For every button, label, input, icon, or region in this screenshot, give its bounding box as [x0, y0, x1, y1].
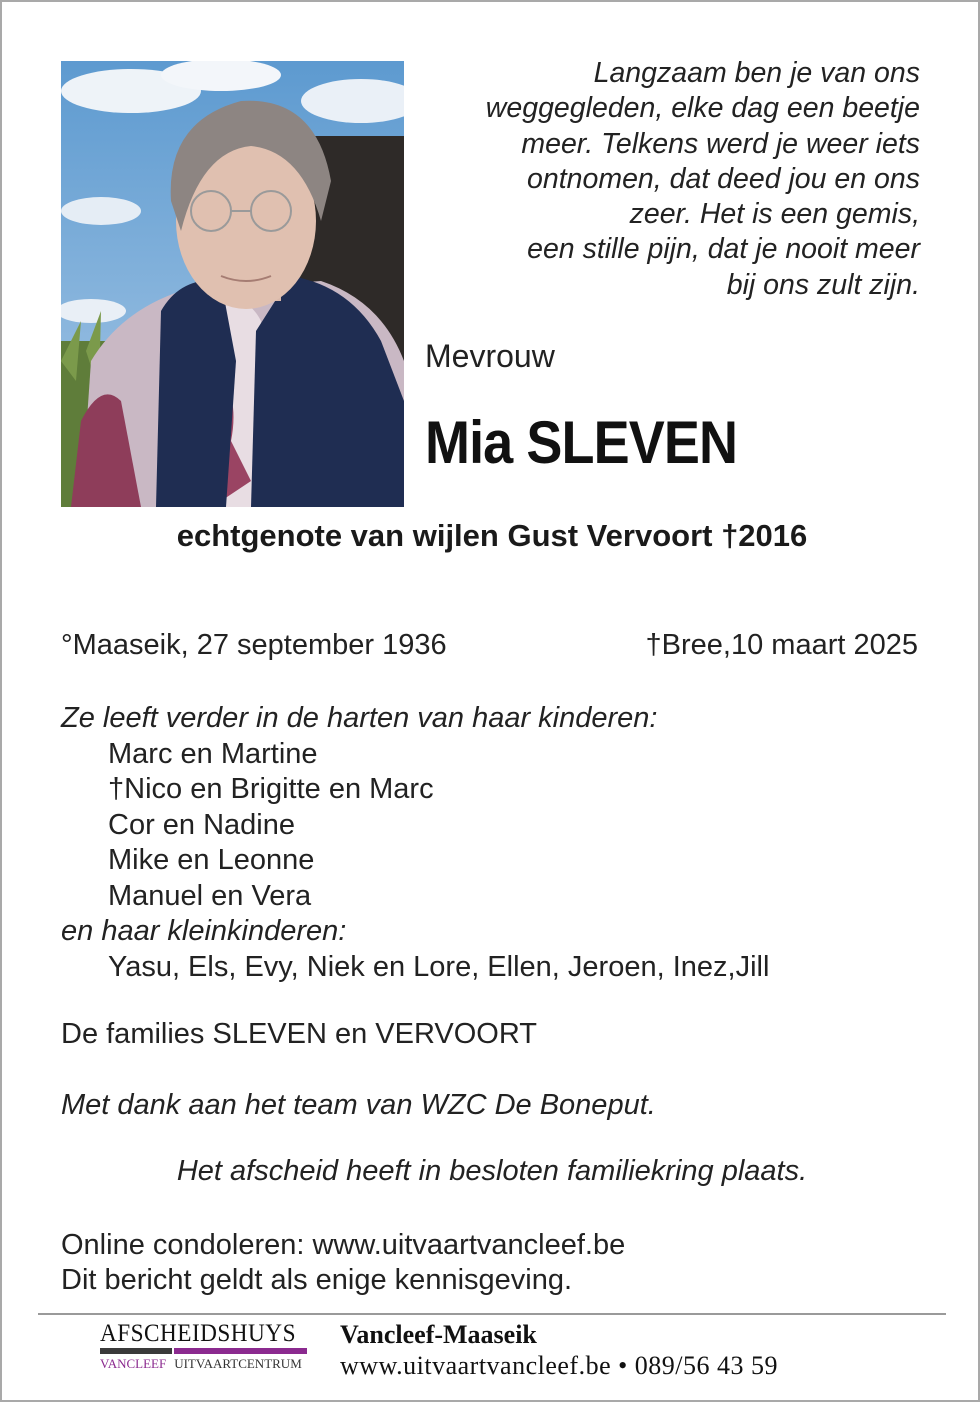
honorific: Mevrouw: [425, 338, 555, 374]
logo-subtitle: [100, 1356, 302, 1372]
children-intro: Ze leeft verder in de harten van haar kinderen:: [61, 702, 658, 734]
portrait-photo: [61, 61, 404, 507]
farewell-line: Het afscheid heeft in besloten familiekring plaats.: [176, 1155, 808, 1187]
poem-line: meer. Telkens werd je weer iets: [521, 127, 920, 160]
poem: [400, 56, 920, 303]
child-item: Marc en Martine: [108, 737, 318, 770]
families-line: De families SLEVEN en VERVOORT: [61, 1018, 537, 1050]
notice-line: Dit bericht geldt als enige kennisgeving.: [61, 1264, 573, 1296]
child-item: Manuel en Vera: [108, 879, 312, 912]
spouse-line: echtgenote van wijlen Gust Vervoort †2016: [176, 518, 808, 553]
grandchildren-intro: en haar kleinkinderen:: [61, 915, 347, 947]
poem-line: een stille pijn, dat je nooit meer: [527, 233, 920, 266]
logo-sub-left: VANCLEEF: [100, 1356, 167, 1371]
child-item: Cor en Nadine: [108, 808, 295, 841]
death-info: †Bree,10 maart 2025: [645, 629, 918, 661]
funeral-home-contact: www.uitvaartvancleef.be • 089/56 43 59: [340, 1351, 778, 1380]
funeral-home-name: Vancleef-Maaseik: [340, 1320, 537, 1349]
online-condolence: Online condoleren: www.uitvaartvancleef.be: [61, 1229, 626, 1261]
logo-bar-purple: [174, 1348, 307, 1354]
thanks-line: Met dank aan het team van WZC De Boneput.: [61, 1089, 656, 1121]
poem-line: Langzaam ben je van ons: [593, 57, 920, 89]
grandchildren-list: Yasu, Els, Evy, Niek en Lore, Ellen, Jeroen, Inez,Jill: [108, 950, 770, 983]
footer-contact: [340, 1320, 778, 1382]
logo-title: AFSCHEIDSHUYS: [100, 1320, 296, 1347]
funeral-home-logo: [100, 1320, 307, 1382]
poem-line: weggegleden, elke dag een beetje: [485, 92, 920, 125]
birth-info: °Maaseik, 27 september 1936: [61, 629, 447, 661]
child-item: Mike en Leonne: [108, 844, 315, 876]
logo-sub-right: UITVAARTCENTRUM: [174, 1356, 302, 1371]
footer-divider: [38, 1313, 946, 1315]
deceased-name: Mia SLEVEN: [425, 409, 738, 476]
poem-line: bij ons zult zijn.: [726, 268, 920, 301]
logo-bar-dark: [100, 1348, 172, 1354]
poem-line: zeer. Het is een gemis,: [629, 198, 920, 231]
poem-line: ontnomen, dat deed jou en ons: [527, 162, 920, 195]
online-info: [61, 1228, 625, 1298]
logo-bar: [100, 1348, 307, 1354]
child-item: †Nico en Brigitte en Marc: [108, 773, 434, 805]
family-list: [61, 701, 769, 985]
